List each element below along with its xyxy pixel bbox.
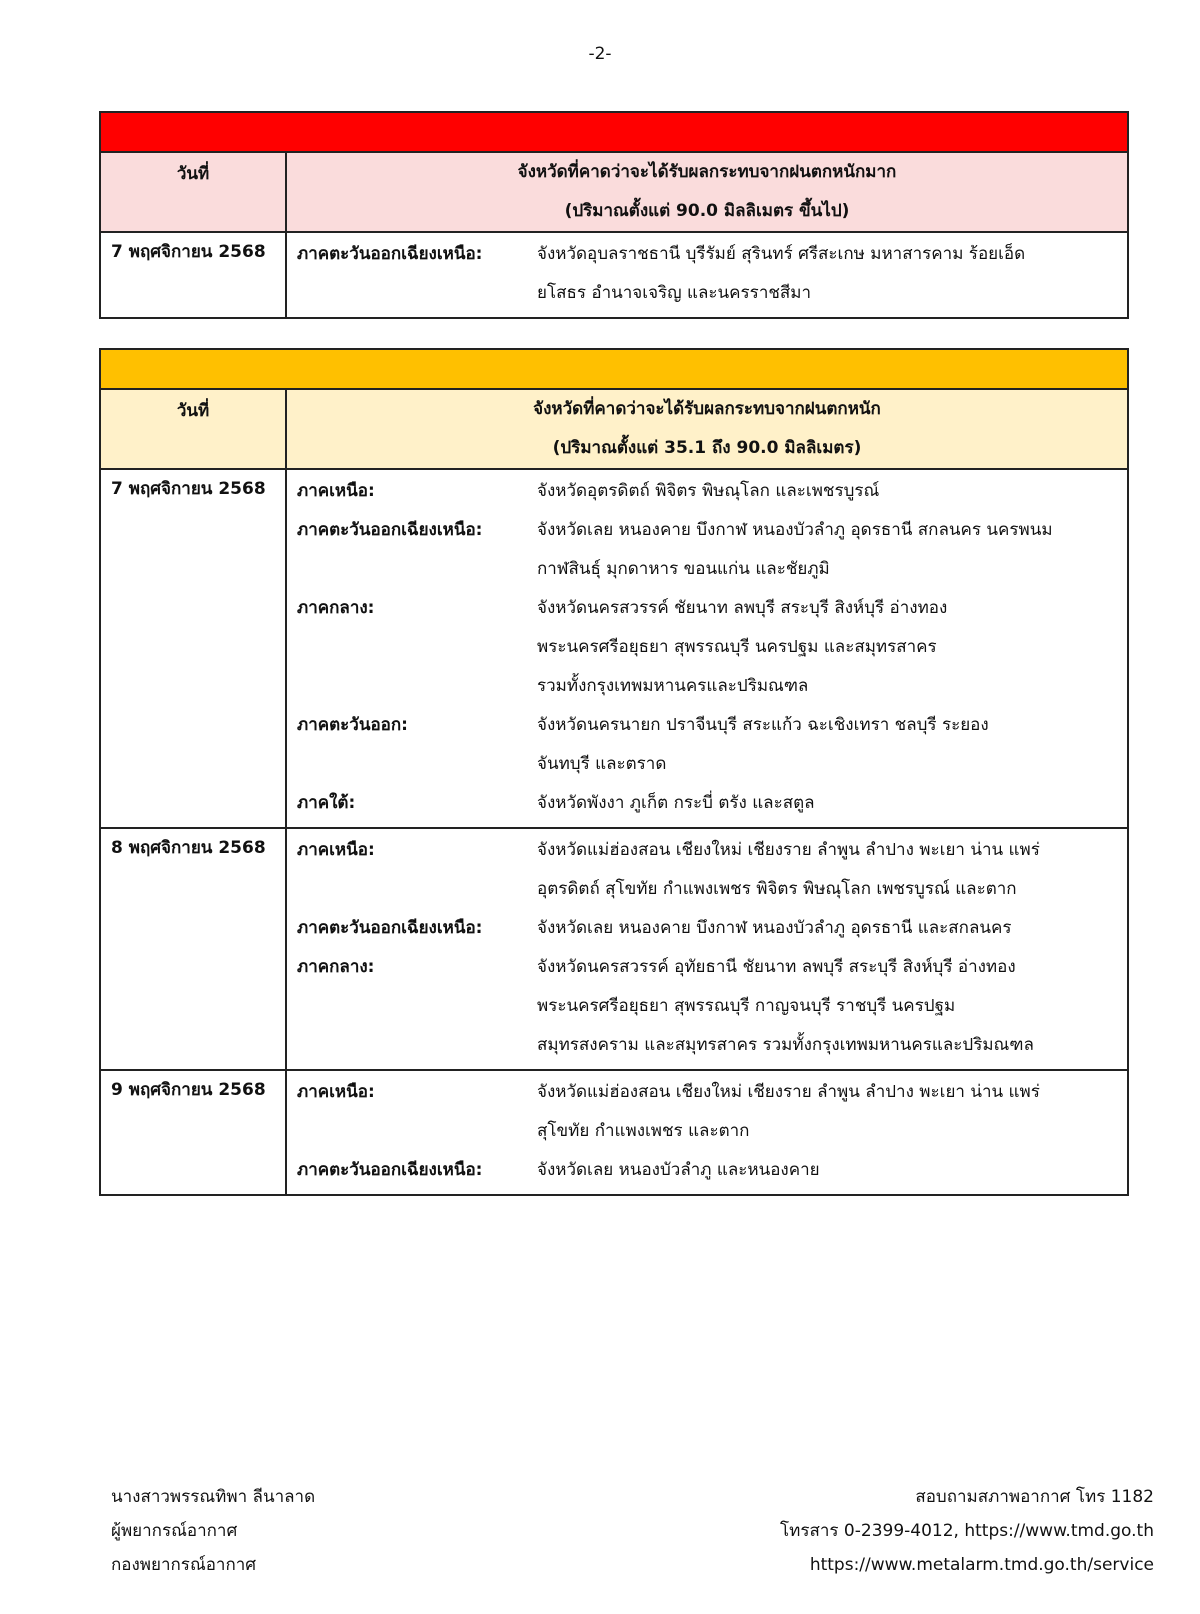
day-regions bbox=[286, 232, 1128, 318]
region-entry bbox=[297, 909, 1119, 948]
provinces-column-title: จังหวัดที่คาดว่าจะได้รับผลกระทบจากฝนตกหนัก bbox=[533, 399, 881, 419]
day-row bbox=[100, 232, 1128, 318]
region-entry bbox=[297, 706, 1119, 784]
contact-metalarm-link: https://www.metalarm.tmd.go.th/service bbox=[809, 1555, 1154, 1575]
province-line: จังหวัดอุตรดิตถ์ พิจิตร พิษณุโลก และเพชรบูรณ์ bbox=[537, 481, 880, 501]
provinces-column-subtitle: (ปริมาณตั้งแต่ 35.1 ถึง 90.0 มิลลิเมตร) bbox=[552, 438, 862, 458]
region-provinces bbox=[537, 909, 1119, 948]
contact-block bbox=[780, 1480, 1154, 1582]
region-provinces bbox=[537, 511, 1119, 589]
region-label: ภาคใต้: bbox=[297, 793, 356, 813]
day-row bbox=[100, 469, 1128, 828]
very-heavy-alert-bar bbox=[100, 112, 1128, 152]
very-heavy-rain-table bbox=[99, 111, 1129, 319]
province-line: จังหวัดเลย หนองคาย บึงกาฬ หนองบัวลำภู อุดรธานี สกลนคร นครพนม bbox=[537, 520, 1053, 540]
forecaster-title: ผู้พยากรณ์อากาศ bbox=[111, 1521, 238, 1541]
region-provinces bbox=[537, 706, 1119, 784]
region-label: ภาคเหนือ: bbox=[297, 1082, 375, 1102]
province-line: จังหวัดนครสวรรค์ ชัยนาท ลพบุรี สระบุรี สิงห์บุรี อ่างทอง bbox=[537, 598, 948, 618]
region-entry bbox=[297, 589, 1119, 706]
day-date: 8 พฤศจิกายน 2568 bbox=[100, 828, 286, 1070]
province-line: จังหวัดเลย หนองบัวลำภู และหนองคาย bbox=[537, 1160, 820, 1180]
heavy-rain-table bbox=[99, 348, 1129, 1196]
region-provinces bbox=[537, 235, 1119, 313]
region-provinces bbox=[537, 1073, 1119, 1151]
region-label: ภาคตะวันออก: bbox=[297, 715, 408, 735]
province-line: ยโสธร อำนาจเจริญ และนครราชสีมา bbox=[537, 283, 812, 303]
province-line: จังหวัดพังงา ภูเก็ต กระบี่ ตรัง และสตูล bbox=[537, 793, 815, 813]
region-provinces bbox=[537, 589, 1119, 706]
page-number: -2- bbox=[588, 44, 612, 64]
region-entry bbox=[297, 511, 1119, 589]
region-label: ภาคตะวันออกเฉียงเหนือ: bbox=[297, 1160, 483, 1180]
region-entry bbox=[297, 472, 1119, 511]
day-regions bbox=[286, 1070, 1128, 1195]
province-line: พระนครศรีอยุธยา สุพรรณบุรี นครปฐม และสมุทรสาคร bbox=[537, 637, 937, 657]
day-date: 7 พฤศจิกายน 2568 bbox=[100, 469, 286, 828]
day-row bbox=[100, 1070, 1128, 1195]
province-line: จันทบุรี และตราด bbox=[537, 754, 667, 774]
day-regions bbox=[286, 469, 1128, 828]
region-provinces bbox=[537, 831, 1119, 909]
forecaster-division: กองพยากรณ์อากาศ bbox=[111, 1555, 257, 1575]
province-line: จังหวัดแม่ฮ่องสอน เชียงใหม่ เชียงราย ลำพูน ลำปาง พะเยา น่าน แพร่ bbox=[537, 1082, 1040, 1102]
region-label: ภาคกลาง: bbox=[297, 598, 375, 618]
heavy-header-row bbox=[100, 389, 1128, 469]
region-provinces bbox=[537, 784, 1119, 823]
contact-phone: สอบถามสภาพอากาศ โทร 1182 bbox=[915, 1487, 1154, 1507]
region-provinces bbox=[537, 472, 1119, 511]
province-line: จังหวัดเลย หนองคาย บึงกาฬ หนองบัวลำภู อุดรธานี และสกลนคร bbox=[537, 918, 1012, 938]
region-label: ภาคกลาง: bbox=[297, 957, 375, 977]
forecaster-name: นางสาวพรรณทิพา ลีนาลาด bbox=[111, 1487, 316, 1507]
province-line: จังหวัดแม่ฮ่องสอน เชียงใหม่ เชียงราย ลำพูน ลำปาง พะเยา น่าน แพร่ bbox=[537, 840, 1040, 860]
province-line: รวมทั้งกรุงเทพมหานครและปริมณฑล bbox=[537, 676, 809, 696]
region-entry bbox=[297, 784, 1119, 823]
province-line: จังหวัดนครสวรรค์ อุทัยธานี ชัยนาท ลพบุรี สระบุรี สิงห์บุรี อ่างทอง bbox=[537, 957, 1016, 977]
provinces-column-subtitle: (ปริมาณตั้งแต่ 90.0 มิลลิเมตร ขึ้นไป) bbox=[564, 201, 850, 221]
province-line: สุโขทัย กำแพงเพชร และตาก bbox=[537, 1121, 750, 1141]
day-date: 9 พฤศจิกายน 2568 bbox=[100, 1070, 286, 1195]
province-line: จังหวัดนครนายก ปราจีนบุรี สระแก้ว ฉะเชิงเทรา ชลบุรี ระยอง bbox=[537, 715, 989, 735]
province-line: จังหวัดอุบลราชธานี บุรีรัมย์ สุรินทร์ ศรีสะเกษ มหาสารคาม ร้อยเอ็ด bbox=[537, 244, 1026, 264]
date-column-header: วันที่ bbox=[100, 389, 286, 469]
day-row bbox=[100, 828, 1128, 1070]
region-label: ภาคเหนือ: bbox=[297, 481, 375, 501]
region-entry bbox=[297, 235, 1119, 313]
region-provinces bbox=[537, 1151, 1119, 1190]
region-label: ภาคตะวันออกเฉียงเหนือ: bbox=[297, 520, 483, 540]
province-line: อุตรดิตถ์ สุโขทัย กำแพงเพชร พิจิตร พิษณุโลก เพชรบูรณ์ และตาก bbox=[537, 879, 1017, 899]
province-line: สมุทรสงคราม และสมุทรสาคร รวมทั้งกรุงเทพมหานครและปริมณฑล bbox=[537, 1035, 1034, 1055]
region-provinces bbox=[537, 948, 1119, 1065]
region-label: ภาคตะวันออกเฉียงเหนือ: bbox=[297, 918, 483, 938]
region-label: ภาคเหนือ: bbox=[297, 840, 375, 860]
provinces-column-title: จังหวัดที่คาดว่าจะได้รับผลกระทบจากฝนตกหนักมาก bbox=[517, 162, 897, 182]
contact-fax-website: โทรสาร 0-2399-4012, https://www.tmd.go.th bbox=[780, 1521, 1154, 1541]
day-date: 7 พฤศจิกายน 2568 bbox=[100, 232, 286, 318]
region-entry bbox=[297, 948, 1119, 1065]
day-regions bbox=[286, 828, 1128, 1070]
heavy-alert-bar bbox=[100, 349, 1128, 389]
province-line: กาฬสินธุ์ มุกดาหาร ขอนแก่น และชัยภูมิ bbox=[537, 559, 830, 579]
provinces-column-header bbox=[286, 152, 1128, 232]
date-column-header: วันที่ bbox=[100, 152, 286, 232]
very-heavy-header-row bbox=[100, 152, 1128, 232]
region-entry bbox=[297, 1151, 1119, 1190]
region-entry bbox=[297, 831, 1119, 909]
region-label: ภาคตะวันออกเฉียงเหนือ: bbox=[297, 244, 483, 264]
provinces-column-header bbox=[286, 389, 1128, 469]
forecaster-signature-block bbox=[111, 1480, 315, 1582]
province-line: พระนครศรีอยุธยา สุพรรณบุรี กาญจนบุรี ราชบุรี นครปฐม bbox=[537, 996, 956, 1016]
region-entry bbox=[297, 1073, 1119, 1151]
